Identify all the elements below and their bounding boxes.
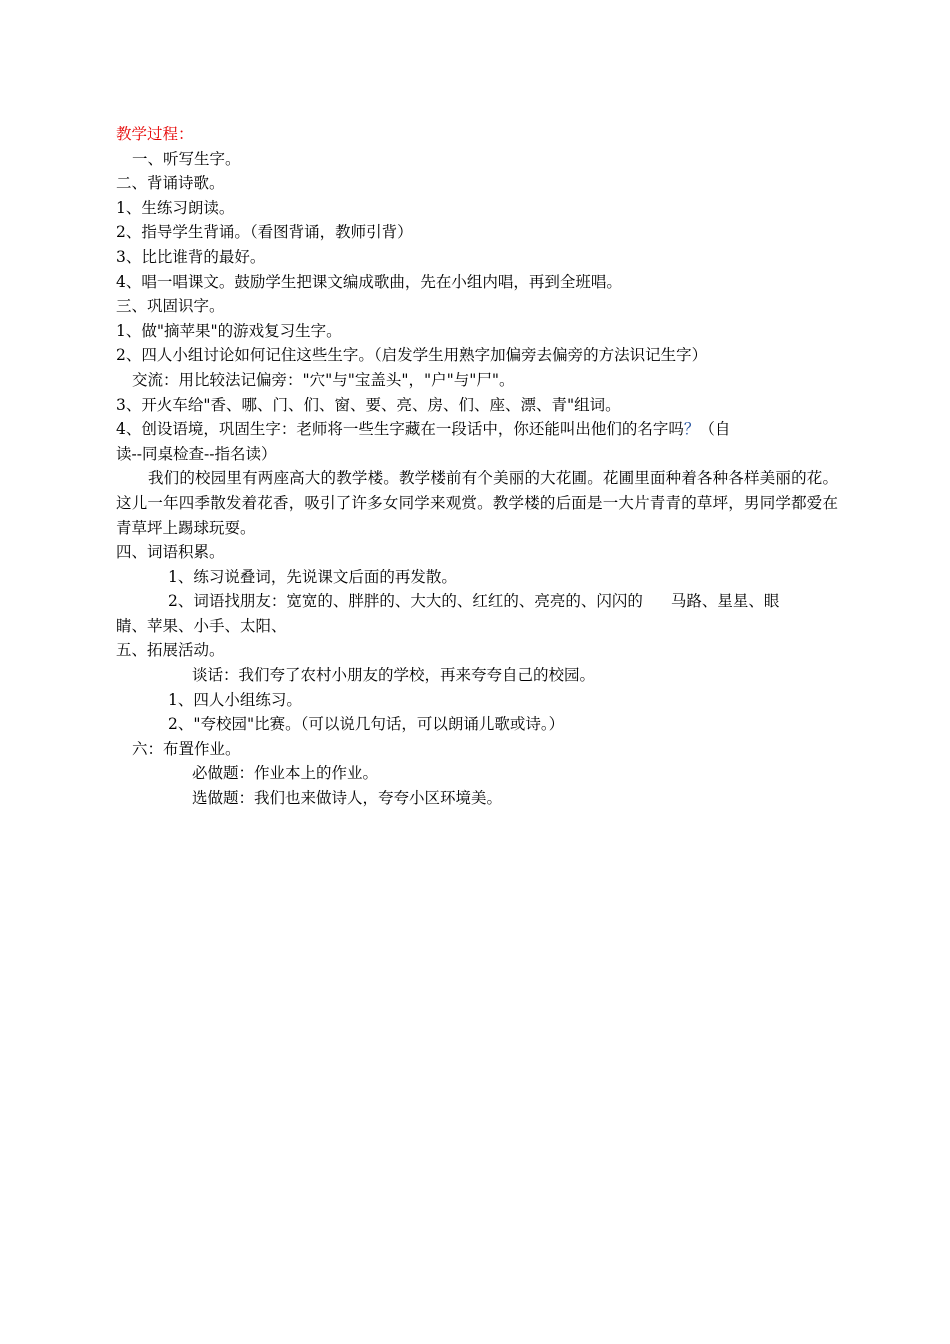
document-body xyxy=(116,122,838,811)
word-pairs-right: 马路、星星、眼 xyxy=(670,592,780,611)
step-3-item-4-continued: 读--同桌检查--指名读） xyxy=(116,444,277,463)
section-title: 教学过程： xyxy=(116,125,194,143)
step-4-heading: 四、词语积累。 xyxy=(116,543,225,562)
context-passage: 我们的校园里有两座高大的教学楼。教学楼前有个美丽的大花圃。花圃里面种着各种各样美丽的花。这儿一年四季散发着花香，吸引了许多女同学来观赏。教学楼的后面是一大片青青的草坪，男同学都爱在青草坪上踢球玩耍。 xyxy=(116,469,838,537)
step-4-item-2-continued: 睛、苹果、小手、太阳、 xyxy=(116,616,287,635)
step-3-item-4-tail: （自 xyxy=(699,420,731,439)
step-2-item-3: 3、比比谁背的最好。 xyxy=(116,247,266,266)
step-3-item-2: 2、四人小组讨论如何记住这些生字。（启发学生用熟字加偏旁去偏旁的方法识记生字） xyxy=(116,346,708,365)
step-4-item-2 xyxy=(116,589,838,614)
step-6-optional: 选做题：我们也来做诗人，夸夸小区环境美。 xyxy=(192,789,503,808)
step-3-item-1: 1、做"摘苹果"的游戏复习生字。 xyxy=(116,321,342,340)
step-6-required: 必做题：作业本上的作业。 xyxy=(192,764,379,783)
step-2-heading: 二、背诵诗歌。 xyxy=(116,174,225,193)
step-3-exchange: 交流：用比较法记偏旁："穴"与"宝盖头"，"户"与"尸"。 xyxy=(132,370,515,389)
step-5-item-2: 2、"夸校园"比赛。（可以说几句话，可以朗诵儿歌或诗。） xyxy=(168,715,565,734)
step-5-heading: 五、拓展活动。 xyxy=(116,641,225,660)
step-5-talk: 谈话：我们夸了农村小朋友的学校，再来夸夸自己的校园。 xyxy=(192,666,596,685)
step-5-item-1: 1、四人小组练习。 xyxy=(168,690,302,709)
step-4-item-1: 1、练习说叠词，先说课文后面的再发散。 xyxy=(168,567,457,586)
step-3-heading: 三、巩固识字。 xyxy=(116,297,225,316)
step-3-item-4-text: 4、创设语境，巩固生字：老师将一些生字藏在一段话中，你还能叫出他们的名字吗 xyxy=(116,420,684,439)
word-pairs-left: 2、词语找朋友：宽宽的、胖胖的、大大的、红红的、亮亮的、闪闪的 xyxy=(168,592,643,611)
step-2-item-2: 2、指导学生背诵。（看图背诵，教师引背） xyxy=(116,223,413,242)
step-2-item-1: 1、生练习朗读。 xyxy=(116,198,235,217)
step-2-item-4: 4、唱一唱课文。鼓励学生把课文编成歌曲，先在小组内唱，再到全班唱。 xyxy=(116,272,622,291)
step-3-item-3: 3、开火车给"香、哪、门、们、窗、要、亮、房、们、座、漂、青"组词。 xyxy=(116,395,621,414)
step-3-item-4 xyxy=(116,417,838,442)
step-6-heading: 六：布置作业。 xyxy=(132,739,241,758)
question-mark: ？ xyxy=(683,420,700,439)
step-1-heading: 一、听写生字。 xyxy=(132,149,241,168)
